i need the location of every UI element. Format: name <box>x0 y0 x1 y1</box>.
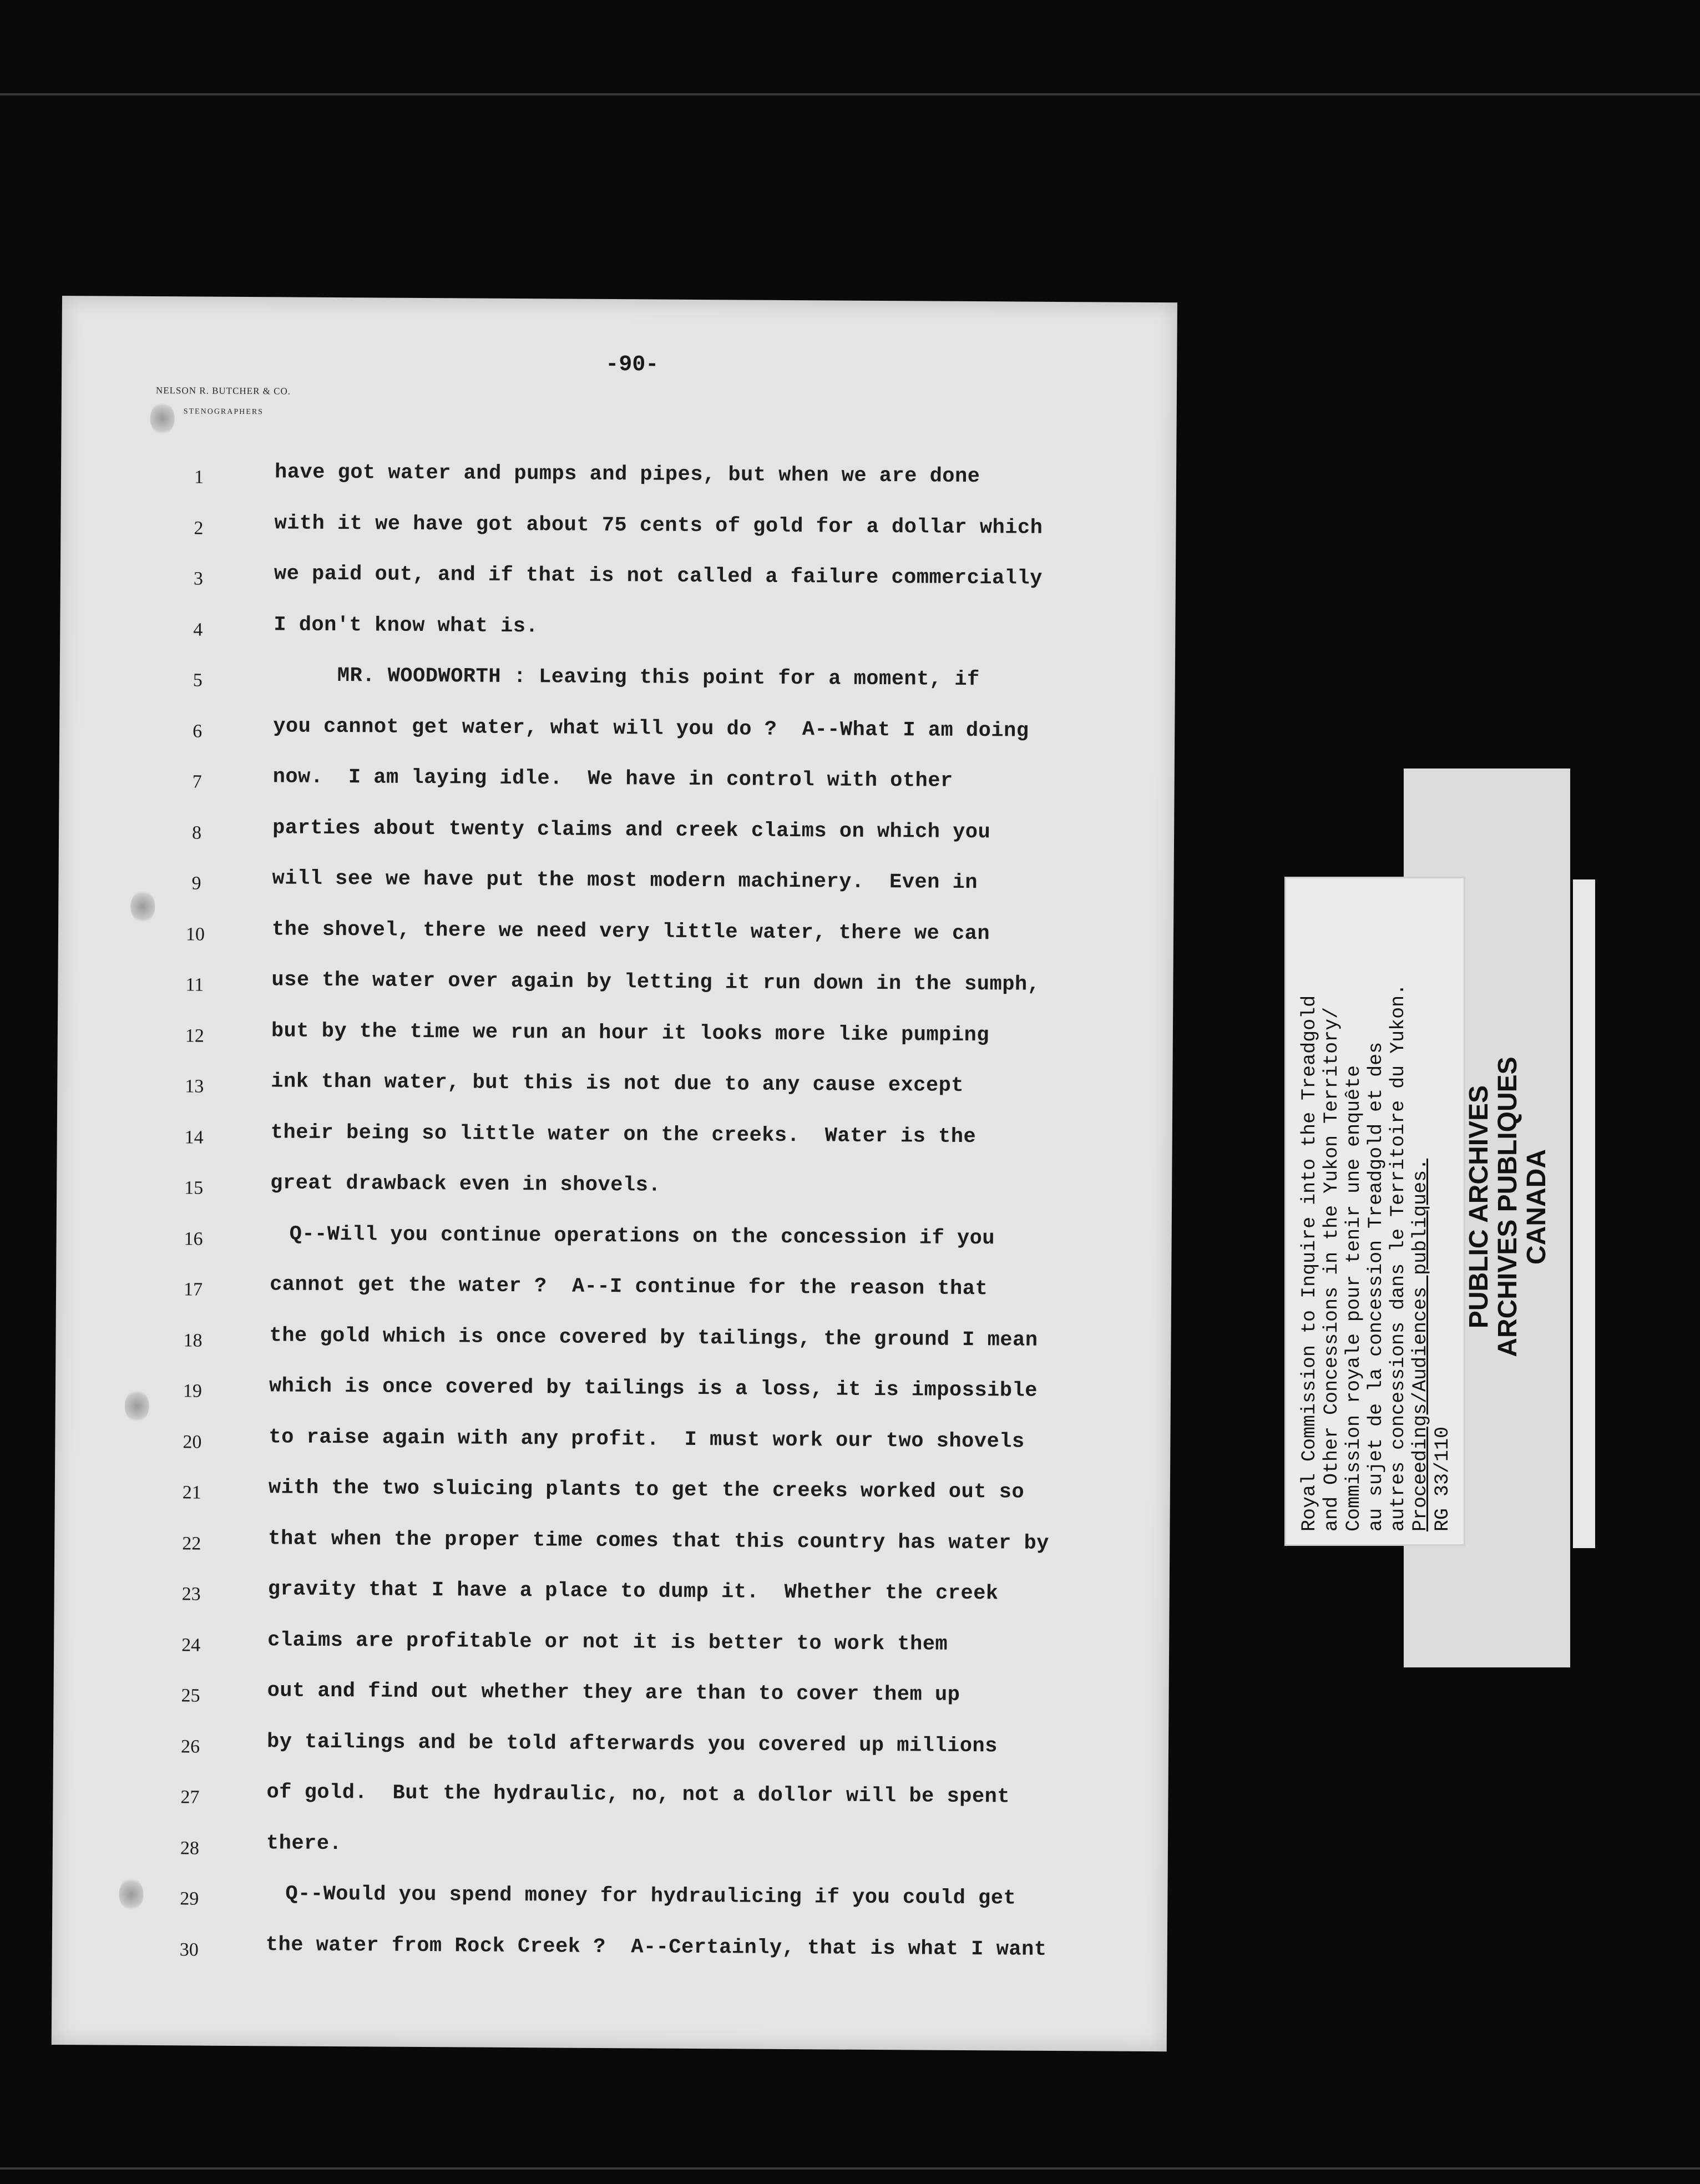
line-number: 22 <box>182 1533 201 1554</box>
transcript-line: now. I am laying idle. We have in control with other <box>272 765 953 793</box>
line-number: 4 <box>193 619 203 640</box>
label-tab <box>1573 879 1595 1548</box>
punch-hole-2 <box>125 1389 149 1423</box>
transcript-line: to raise again with any profit. I must work our two shovels <box>269 1425 1025 1454</box>
line-number: 19 <box>183 1381 203 1402</box>
archives-line-1: PUBLIC ARCHIVES <box>1464 1085 1494 1329</box>
transcript-line: have got water and pumps and pipes, but when we are done <box>274 461 980 489</box>
film-edge-top <box>0 93 1700 95</box>
label-line: and Other Concessions in the Yukon Territory/ <box>1320 1007 1343 1531</box>
transcript-line: there. <box>266 1831 342 1856</box>
letterhead-subtitle: STENOGRAPHERS <box>183 407 264 417</box>
transcript-line: parties about twenty claims and creek claims on which you <box>272 816 991 844</box>
transcript-line: you cannot get water, what will you do ? A--What I am doing <box>273 714 1029 743</box>
archives-line-2: ARCHIVES PUBLIQUES <box>1493 1056 1522 1357</box>
line-number: 28 <box>180 1837 200 1859</box>
line-number: 3 <box>193 568 204 589</box>
line-number: 24 <box>181 1634 201 1656</box>
label-line: RG 33/110 <box>1431 1426 1454 1531</box>
label-line: autres concessions dans le Territoire du Yukon. <box>1387 983 1409 1531</box>
label-line: au sujet de la concession Treadgold et des <box>1365 1042 1387 1531</box>
line-number: 11 <box>185 974 204 995</box>
line-number: 30 <box>179 1939 199 1960</box>
transcript-line: with it we have got about 75 cents of gold for a dollar which <box>274 511 1043 540</box>
transcript-line: which is once covered by tailings is a loss, it is impossible <box>269 1374 1038 1403</box>
transcript-line: out and find out whether they are than to cover them up <box>267 1679 960 1707</box>
transcript-line: Q--Would you spend money for hydraulicing if you could get <box>285 1882 1016 1910</box>
archives-line-3: CANADA <box>1522 1149 1551 1265</box>
line-number: 16 <box>184 1228 203 1250</box>
line-number: 7 <box>192 771 202 792</box>
transcript-line: their being so little water on the creeks. Water is the <box>270 1120 977 1149</box>
transcript-line: but by the time we run an hour it looks more like pumping <box>271 1019 990 1047</box>
punch-hole-top <box>150 402 174 435</box>
transcript-line: that when the proper time comes that this country has water by <box>268 1526 1050 1555</box>
transcript-line: MR. WOODWORTH : Leaving this point for a moment, if <box>337 664 980 692</box>
line-number: 15 <box>184 1177 204 1199</box>
letterhead-name: NELSON R. BUTCHER & CO. <box>155 385 291 397</box>
page-number: -90- <box>605 352 659 378</box>
punch-hole-1 <box>130 890 155 923</box>
transcript-line: claims are profitable or not it is better to work them <box>267 1628 948 1656</box>
line-number: 12 <box>185 1025 204 1046</box>
archives-stamp <box>1465 1027 1565 1387</box>
line-number: 1 <box>194 467 204 488</box>
line-number: 17 <box>183 1279 203 1300</box>
line-number: 5 <box>193 670 203 691</box>
line-number: 23 <box>181 1584 201 1605</box>
transcript-line: gravity that I have a place to dump it. Whether the creek <box>267 1578 999 1606</box>
archive-label-text <box>1298 877 1459 1531</box>
transcript-line: great drawback even in shovels. <box>270 1171 661 1197</box>
transcript-line: we paid out, and if that is not called a failure commercially <box>274 562 1043 590</box>
transcript-line: of gold. But the hydraulic, no, not a dollor will be spent <box>266 1781 1010 1809</box>
line-number: 26 <box>180 1736 200 1757</box>
label-line: Proceedings/Audiences publiques. <box>1409 1158 1431 1531</box>
transcript-line: use the water over again by letting it run down in the sumph, <box>271 968 1040 997</box>
transcript-line: by tailings and be told afterwards you covered up millions <box>266 1730 998 1758</box>
line-number: 8 <box>191 822 202 843</box>
line-number: 25 <box>181 1685 200 1706</box>
transcript-line: will see we have put the most modern machinery. Even in <box>272 867 978 895</box>
line-number: 2 <box>194 517 204 539</box>
line-number: 27 <box>180 1787 200 1808</box>
line-number: 10 <box>185 923 205 945</box>
film-edge-bottom <box>0 2167 1700 2170</box>
transcript-line: the water from Rock Creek ? A--Certainly, that is what I want <box>265 1933 1047 1961</box>
label-line: Commission royale pour tenir une enquête <box>1343 1065 1365 1531</box>
label-line: Royal Commission to Inquire into the Treadgold <box>1298 995 1320 1531</box>
transcript-line: the shovel, there we need very little water, there we can <box>271 917 990 946</box>
line-number: 21 <box>182 1482 201 1503</box>
punch-hole-3 <box>119 1878 143 1911</box>
transcript-line: Q--Will you continue operations on the concession if you <box>289 1222 995 1250</box>
transcript-line: ink than water, but this is not due to any cause except <box>271 1070 964 1098</box>
transcript-line: with the two sluicing plants to get the creeks worked out so <box>268 1476 1025 1504</box>
line-number: 9 <box>191 873 201 894</box>
transcript-page <box>52 296 1177 2051</box>
transcript-line: I don't know what is. <box>274 613 539 638</box>
transcript-line: the gold which is once covered by tailings, the ground I mean <box>269 1323 1038 1352</box>
transcript-line: cannot get the water ? A--I continue for the reason that <box>269 1273 988 1301</box>
line-number: 20 <box>183 1431 202 1453</box>
line-number: 29 <box>180 1888 199 1909</box>
line-number: 13 <box>185 1076 204 1097</box>
line-number: 18 <box>183 1329 203 1351</box>
line-number: 6 <box>193 720 203 742</box>
line-number: 14 <box>184 1126 204 1148</box>
